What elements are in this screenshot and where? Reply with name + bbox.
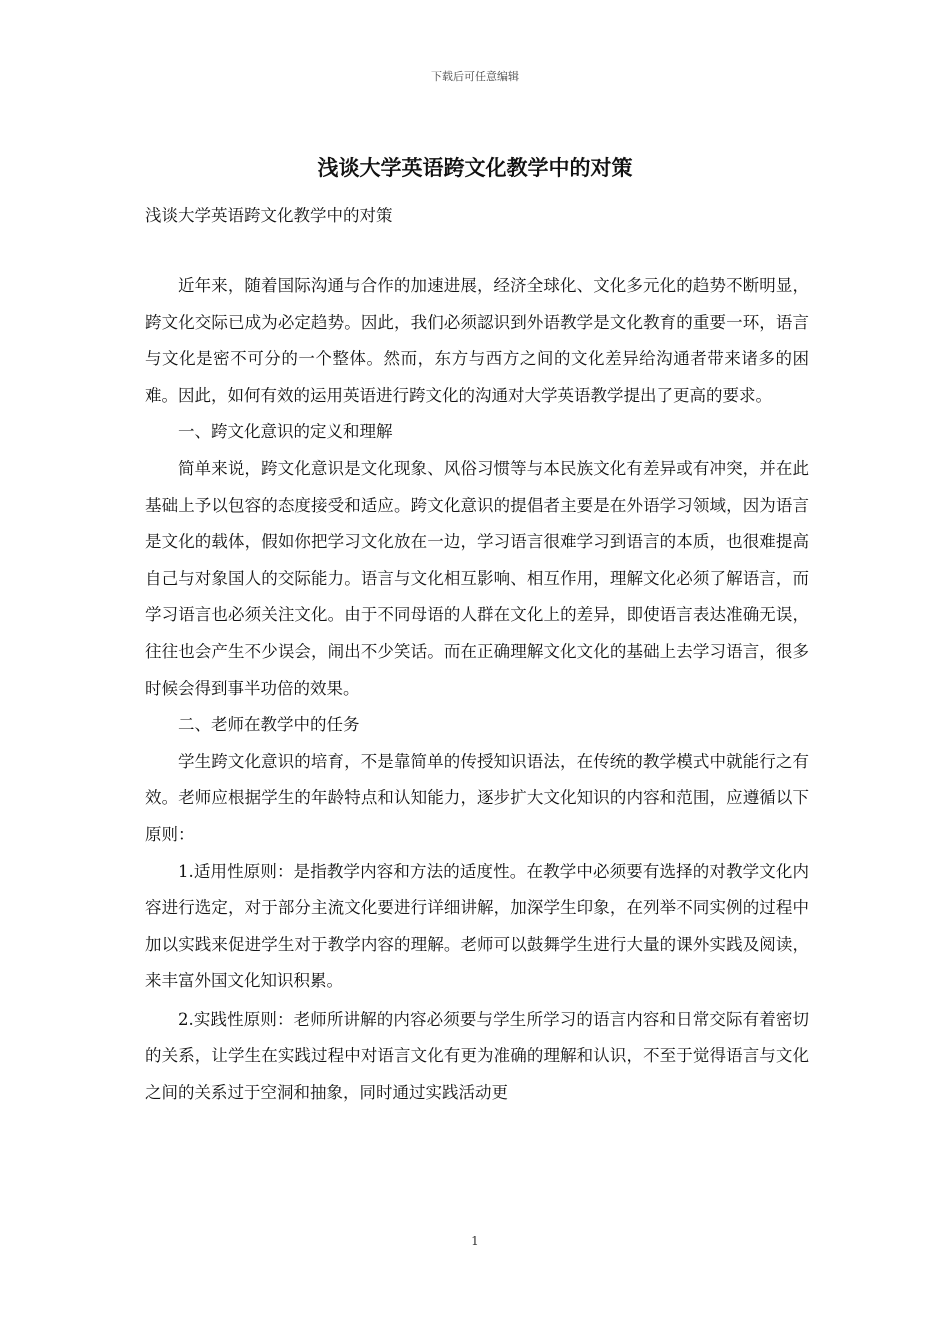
section-2-paragraph: 学生跨文化意识的培育，不是靠简单的传授知识语法，在传统的教学模式中就能行之有效。老师应根据学生的年龄特点和认知能力，逐步扩大文化知识的内容和范围，应遵循以下原则： — [145, 751, 809, 844]
page-number: 1 — [471, 1234, 479, 1248]
document-body — [145, 268, 809, 1112]
section-1-paragraph: 简单来说，跨文化意识是文化现象、风俗习惯等与本民族文化有差异或有冲突，并在此基础上予以包容的态度接受和适应。跨文化意识的提倡者主要是在外语学习领域，因为语言是文化的载体，假如你把学习文化放在一边，学习语言很难学习到语言的本质，也很难提高自己与对象国人的交际能力。语言与文化相互影响、相互作用，理解文化必须了解语言，而学习语言也必须关注文化。由于不同母语的人群在文化上的差异，即使语言表达准确无误，往往也会产生不少误会，闹出不少笑话。而在正确理解文化文化的基础上去学习语言，很多时候会得到事半功倍的效果。 — [145, 458, 809, 698]
principle-1-paragraph: 1.适用性原则：是指教学内容和方法的适度性。在教学中必须要有选择的对教学文化内容进行选定，对于部分主流文化要进行详细讲解，加深学生印象，在列举不同实例的过程中加以实践来促进学生对于教学内容的理解。老师可以鼓舞学生进行大量的课外实践及阅读，来丰富外国文化知识积累。 — [145, 861, 809, 991]
principle-2-paragraph: 2.实践性原则：老师所讲解的内容必须要与学生所学习的语言内容和日常交际有着密切的关系，让学生在实践过程中对语言文化有更为准确的理解和认识，不至于觉得语言与文化之间的关系过于空洞和抽象，同时通过实践活动更 — [145, 1009, 809, 1103]
section-heading-1: 一、跨文化意识的定义和理解 — [178, 422, 393, 442]
document-title: 浅谈大学英语跨文化教学中的对策 — [317, 155, 633, 180]
section-heading-2: 二、老师在教学中的任务 — [178, 715, 360, 735]
intro-paragraph: 近年来，随着国际沟通与合作的加速进展，经济全球化、文化多元化的趋势不断明显，跨文化交际已成为必定趋势。因此，我们必须認识到外语教学是文化教育的重要一环，语言与文化是密不可分的一个整体。然而，东方与西方之间的文化差异给沟通者带来诸多的困难。因此，如何有效的运用英语进行跨文化的沟通对大学英语教学提出了更高的要求。 — [145, 276, 809, 405]
document-subtitle: 浅谈大学英语跨文化教学中的对策 — [145, 206, 393, 225]
page-header-note: 下载后可任意编辑 — [431, 70, 519, 83]
